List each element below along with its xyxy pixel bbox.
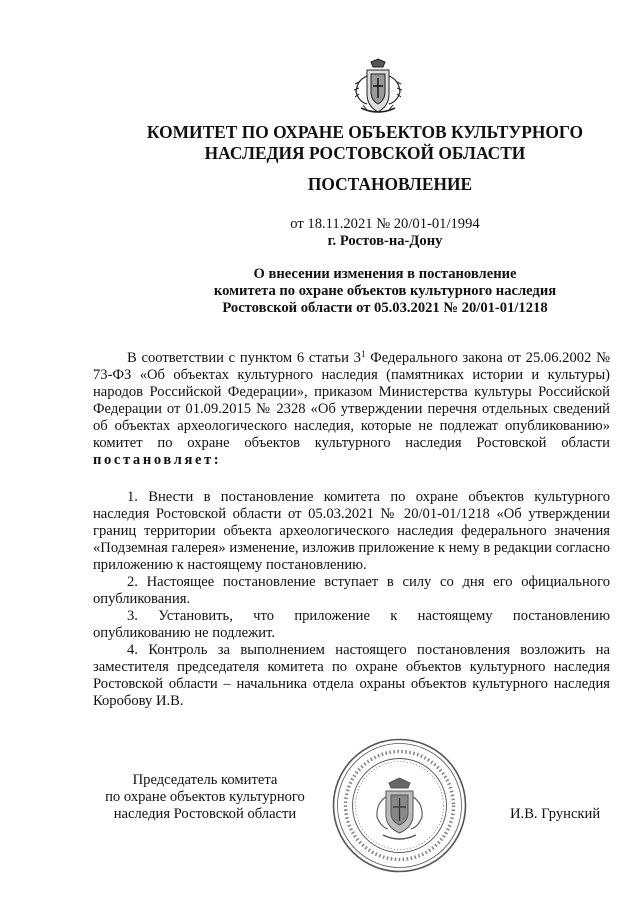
decree-word: постановляет:: [93, 452, 222, 468]
decree-item: 2. Настоящее постановление вступает в силу со дня его официального опубликования.: [93, 574, 610, 607]
coat-of-arms-icon: [353, 58, 403, 116]
document-subject: [170, 266, 600, 317]
subject-line2: комитета по охране объектов культурного наследия: [213, 283, 557, 299]
position-line3: наследия Ростовской области: [113, 806, 297, 822]
document-date-number: от 18.11.2021 № 20/01-01/1994: [290, 216, 480, 232]
decree-item: 1. Внести в постановление комитета по охране объектов культурного наследия Ростовской области от 05.03.2021 № 20/01-01/1218 «Об утверждении границ территории объекта археологического наследия федерального значения «Подземная галерея» изменение, изложив приложение к нему в редакции согласно приложению к настоящему постановлению.: [93, 489, 610, 573]
preamble-text-2: Федерального закона от 25.06.2002 № 73-ФЗ «Об объектах культурного наследия (памятниках истории и культуры) народов Российской Федерации», приказом Министерства культуры Российской Федерации от 01.09.2015 № 2328 «Об утверждении перечня отдельных сведений об объектах археологического наследия, которые не подлежат опубликованию» комитет по охране объектов культурного наследия Ростовской области: [93, 350, 610, 451]
subject-line1: О внесении изменения в постановление: [253, 266, 517, 282]
committee-name-line1: КОМИТЕТ ПО ОХРАНЕ ОБЪЕКТОВ КУЛЬТУРНОГО: [146, 122, 584, 142]
signatory-name: И.В. Грунский: [510, 806, 601, 822]
committee-name: [130, 122, 600, 164]
document-type: ПОСТАНОВЛЕНИЕ: [307, 174, 473, 194]
document-city: г. Ростов-на-Дону: [327, 233, 443, 249]
position-line2: по охране объектов культурного: [105, 789, 305, 805]
preamble-superscript: 1: [360, 349, 366, 359]
official-seal-icon: [331, 737, 468, 874]
position-line1: Председатель комитета: [132, 772, 278, 788]
committee-name-line2: НАСЛЕДИЯ РОСТОВСКОЙ ОБЛАСТИ: [204, 143, 526, 163]
preamble-paragraph: [93, 350, 610, 469]
signatory-position: [90, 772, 320, 823]
decree-item: 3. Установить, что приложение к настоящему постановлению опубликованию не подлежит.: [93, 608, 610, 641]
preamble-text-1: В соответствии с пунктом 6 статьи 3: [127, 350, 361, 366]
decree-items: [93, 489, 610, 710]
subject-line3: Ростовской области от 05.03.2021 № 20/01-01/1218: [222, 300, 548, 316]
decree-item: 4. Контроль за выполнением настоящего постановления возложить на заместителя председателя комитета по охране объектов культурного наследия Ростовской области – начальника отдела охраны объектов культурного наследия Коробову И.В.: [93, 642, 610, 709]
